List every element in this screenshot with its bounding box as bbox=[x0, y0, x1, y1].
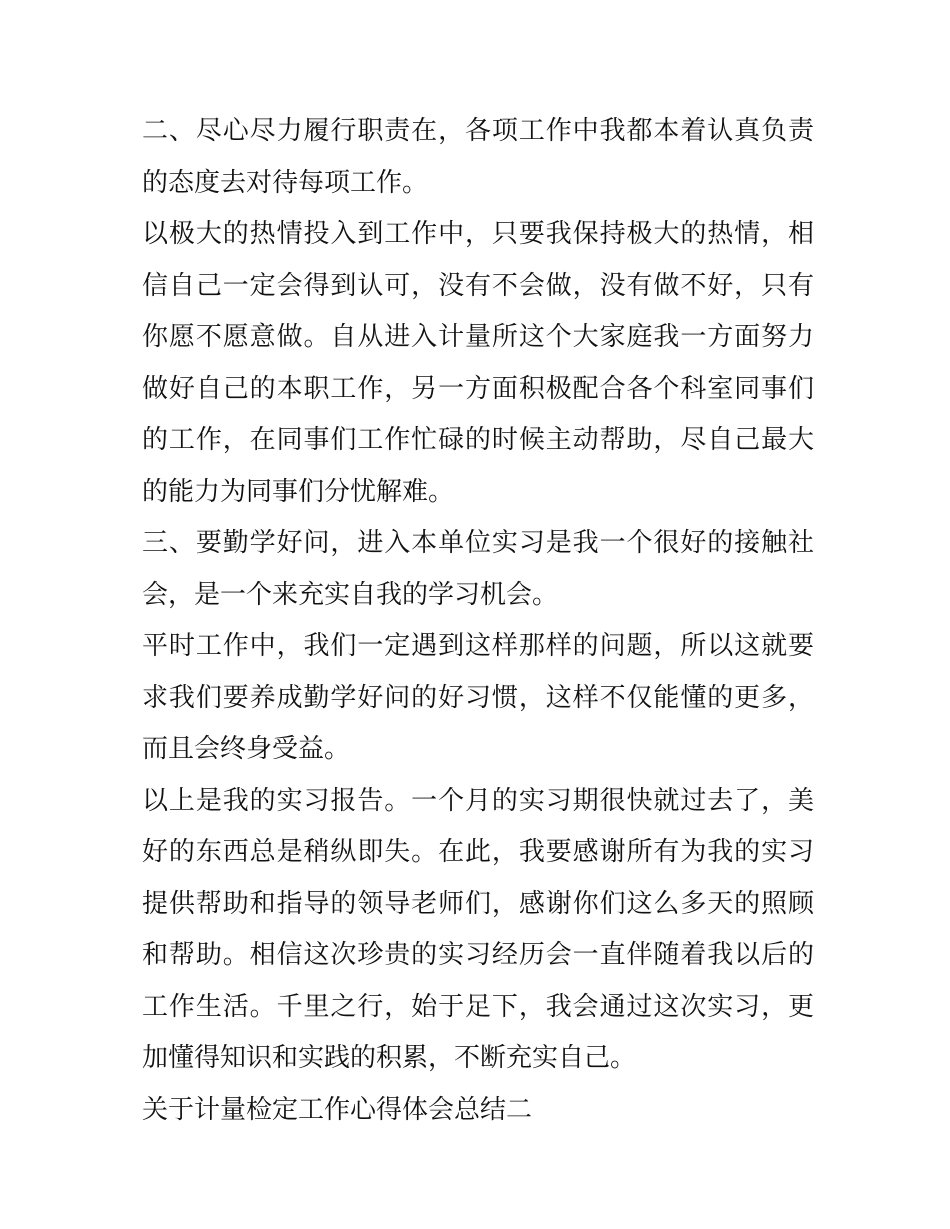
paragraph-conclusion: 以上是我的实习报告。一个月的实习期很快就过去了，美好的东西总是稍纵即失。在此，我要感谢所有为我的实习提供帮助和指导的领导老师们，感谢你们这么多天的照顾和帮助。相信这次珍贵的实习经历会一直伴随着我以后的工作生活。千里之行，始于足下，我会通过这次实习，更加懂得知识和实践的积累，不断充实自己。 bbox=[142, 785, 814, 1073]
section-heading: 关于计量检定工作心得体会总结二 bbox=[142, 1094, 533, 1125]
document-body bbox=[142, 106, 814, 1136]
paragraph-duty: 二、尽心尽力履行职责在，各项工作中我都本着认真负责的态度去对待每项工作。 bbox=[142, 116, 814, 198]
paragraph-study: 三、要勤学好问，进入本单位实习是我一个很好的接触社会，是一个来充实自我的学习机会。 bbox=[142, 528, 814, 610]
paragraph-habits: 平时工作中，我们一定遇到这样那样的问题，所以这就要求我们要养成勤学好问的好习惯，这样不仅能懂的更多，而且会终身受益。 bbox=[142, 631, 814, 764]
paragraph-enthusiasm: 以极大的热情投入到工作中，只要我保持极大的热情，相信自己一定会得到认可，没有不会做，没有做不好，只有你愿不愿意做。自从进入计量所这个大家庭我一方面努力做好自己的本职工作，另一方面积极配合各个科室同事们的工作，在同事们工作忙碌的时候主动帮助，尽自己最大的能力为同事们分忧解难。 bbox=[142, 219, 814, 507]
